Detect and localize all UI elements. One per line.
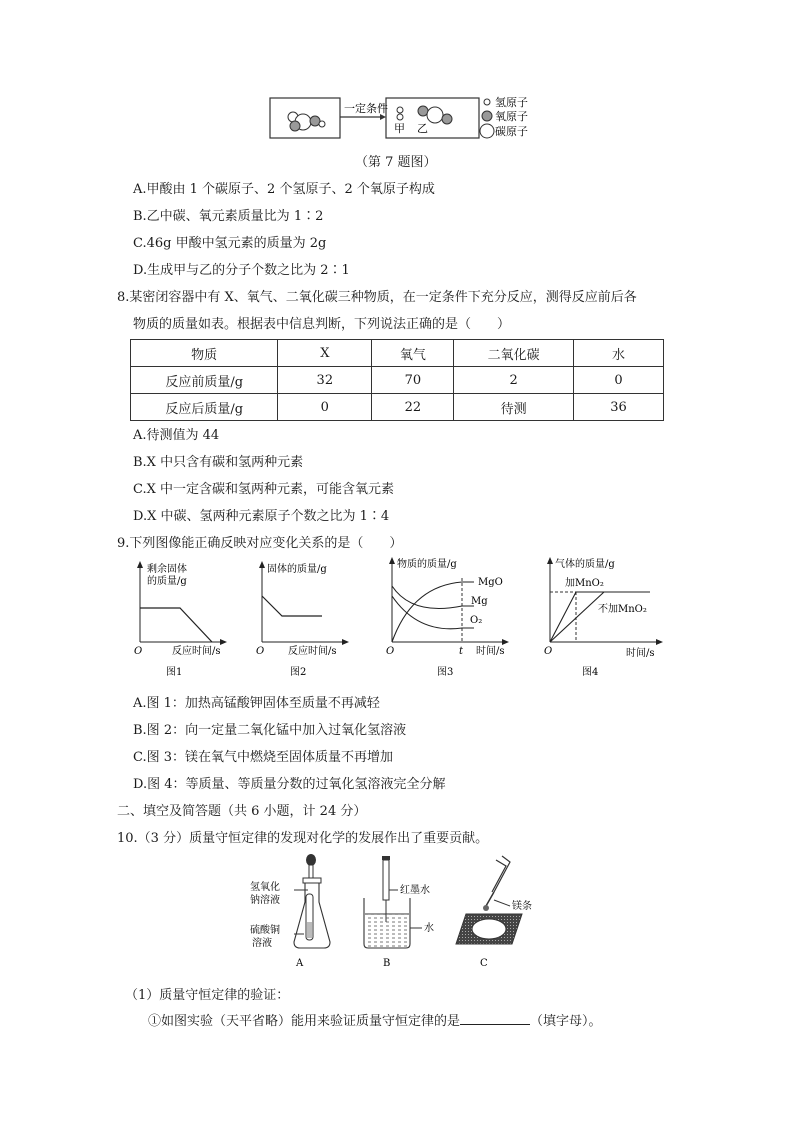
fig3-series-o2: O₂ (470, 615, 483, 626)
table-header-row (131, 340, 664, 367)
fig4-caption: 图4 (582, 667, 599, 678)
table-header: 二氧化碳 (454, 340, 574, 367)
fig3-series-mgo: MgO (478, 577, 503, 588)
fig2-ylabel: 固体的质量/g (267, 564, 327, 575)
q8-option-c: C.X 中一定含碳和氢两种元素，可能含氧元素 (133, 482, 395, 497)
fig1-ylabel-line2: 的质量/g (147, 576, 187, 587)
table-cell: 反应后质量/g (131, 394, 278, 421)
fig4-xlabel: 时间/s (626, 648, 655, 659)
figB-label2: 水 (424, 923, 434, 934)
fig3-origin: O (386, 646, 395, 657)
table-cell: 2 (454, 367, 574, 394)
fig3-xlabel: 时间/s (476, 646, 505, 657)
table-header: 氧气 (372, 340, 454, 367)
fig3-caption: 图3 (437, 667, 454, 678)
q10-sub1-question-after: （填字母）。 (530, 1014, 602, 1029)
q8-option-b: B.X 中只含有碳和氢两种元素 (133, 455, 304, 470)
fig2-caption: 图2 (290, 667, 307, 678)
fig2-xlabel: 反应时间/s (288, 646, 337, 657)
fig1-ylabel-line1: 剩余固体 (147, 564, 187, 575)
q7-caption: （第 7 题图） (355, 155, 437, 170)
fig2-curve (262, 596, 322, 616)
table-row (131, 367, 664, 394)
figA-label1-line1: 氢氧化 (250, 882, 280, 893)
q7-arrow-label: 一定条件 (344, 102, 388, 115)
figB-label1: 红墨水 (400, 885, 430, 896)
q8-stem-line1: 8.某密闭容器中有 X、氧气、二氧化碳三种物质，在一定条件下充分反应，测得反应前后各 (117, 290, 637, 305)
table-cell: 0 (573, 367, 663, 394)
fig4-series-with: 加MnO₂ (565, 578, 604, 589)
q8-option-d: D.X 中碳、氢两种元素原子个数之比为 1∶4 (133, 509, 390, 524)
legend-hydrogen: 氢原子 (495, 96, 528, 109)
fig1-xlabel: 反应时间/s (172, 646, 221, 657)
q10-stem: 10.（3 分）质量守恒定律的发现对化学的发展作出了重要贡献。 (117, 831, 489, 846)
table-header: X (278, 340, 372, 367)
q9-figure-1 (128, 560, 228, 680)
fig3-series-mg: Mg (471, 596, 488, 607)
q9-option-d: D.图 4：等质量、等质量分数的过氧化氢溶液完全分解 (133, 777, 446, 792)
q8-stem-line2: 物质的质量如表。根据表中信息判断，下列说法正确的是（ ） (133, 317, 511, 332)
legend-carbon: 碳原子 (495, 125, 528, 138)
q9-stem: 9.下列图像能正确反映对应变化关系的是（ ） (117, 536, 403, 551)
fig3-ylabel: 物质的质量/g (397, 559, 457, 570)
answer-blank[interactable] (460, 1012, 530, 1025)
q10-sub1-question-before: ①如图实验（天平省略）能用来验证质量守恒定律的是 (148, 1014, 461, 1029)
fig4-ylabel: 气体的质量/g (555, 559, 615, 570)
figA-caption: A (296, 958, 304, 969)
fig4-origin: O (544, 646, 553, 657)
q10-sub1: （1）质量守恒定律的验证： (125, 988, 290, 1003)
fig1-origin: O (134, 646, 143, 657)
table-header: 物质 (131, 340, 278, 367)
q10-sub1-question (148, 1010, 602, 1029)
figA-label1-line2: 钠溶液 (250, 895, 280, 906)
table-cell: 32 (278, 367, 372, 394)
fig4-curve-with-mno2 (550, 592, 650, 642)
q7-label-yi: 乙 (417, 122, 428, 135)
table-cell: 36 (573, 394, 663, 421)
fig1-curve (140, 608, 212, 642)
q8-option-a: A.待测值为 44 (133, 428, 220, 443)
q9-figure-3 (382, 556, 512, 680)
figA-label2-line2: 溶液 (252, 938, 272, 949)
table-row (131, 394, 664, 421)
figC-caption: C (480, 958, 488, 969)
q8-table (130, 339, 664, 421)
table-cell: 反应前质量/g (131, 367, 278, 394)
fig3-t-label: t (459, 646, 464, 657)
figA-label2-line1: 硫酸铜 (250, 925, 280, 936)
table-cell: 70 (372, 367, 454, 394)
q7-option-b: B.乙中碳、氧元素质量比为 1∶2 (133, 209, 324, 224)
q9-option-c: C.图 3：镁在氧气中燃烧至固体质量不再增加 (133, 750, 394, 765)
table-header: 水 (573, 340, 663, 367)
fig4-series-without: 不加MnO₂ (598, 604, 647, 615)
q7-option-d: D.生成甲与乙的分子个数之比为 2∶1 (133, 263, 350, 278)
table-cell: 0 (278, 394, 372, 421)
q10-apparatus-figure (248, 852, 548, 972)
figC-label1: 镁条 (512, 901, 532, 912)
section-heading: 二、填空及简答题（共 6 小题，计 24 分） (117, 804, 367, 819)
q9-figure-4 (540, 556, 665, 680)
legend-oxygen: 氧原子 (495, 110, 528, 123)
q9-option-b: B.图 2：向一定量二氧化锰中加入过氧化氢溶液 (133, 723, 407, 738)
table-cell: 待测 (454, 394, 574, 421)
fig4-curve-without-mno2 (550, 592, 604, 642)
table-cell: 22 (372, 394, 454, 421)
fig1-caption: 图1 (166, 667, 183, 678)
figB-caption: B (383, 958, 391, 969)
q9-figure-2 (252, 560, 352, 680)
fig2-origin: O (256, 646, 265, 657)
q7-label-jia: 甲 (394, 122, 405, 135)
q9-option-a: A.图 1：加热高锰酸钾固体至质量不再减轻 (133, 696, 380, 711)
q7-option-c: C.46g 甲酸中氢元素的质量为 2g (133, 236, 327, 251)
q7-reaction-diagram (265, 95, 535, 145)
q7-option-a: A.甲酸由 1 个碳原子、2 个氢原子、2 个氧原子构成 (133, 182, 435, 197)
